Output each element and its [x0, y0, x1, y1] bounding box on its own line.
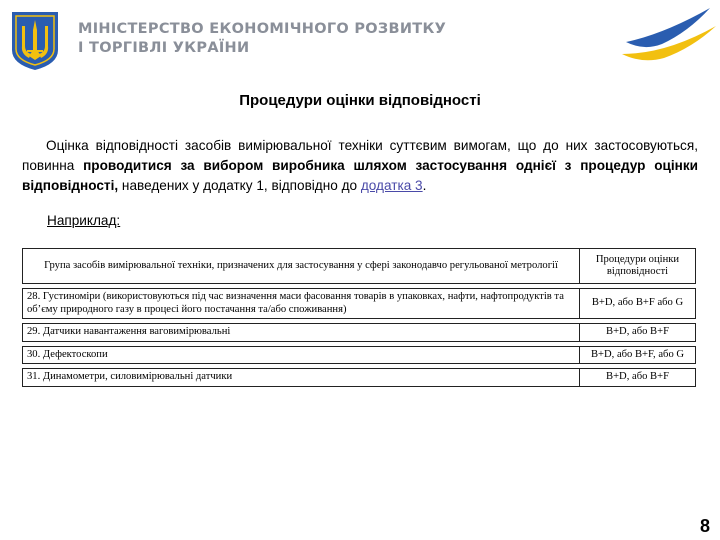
row-group-cell: 31. Динамометри, силовимірювальні датчики: [22, 368, 580, 387]
paragraph-bold-text: проводитися за вибором виробника шляхом застосування однієї з процедур оцінки відповідності,: [22, 158, 698, 193]
row-procedure-cell: B+D, або B+F: [580, 368, 696, 387]
paragraph-text-1: Оцінка відповідності засобів вимірювальної техніки суттєвим вимогам, що до них застосовуються, повинна: [22, 138, 698, 173]
table-header-procedures: Процедури оцінки відповідності: [580, 248, 696, 284]
annex-3-link[interactable]: додатка 3: [360, 178, 423, 193]
page-header: [0, 0, 720, 74]
ministry-name-line1: МІНІСТЕРСТВО ЕКОНОМІЧНОГО РОЗВИТКУ: [78, 21, 447, 37]
row-group-cell: 28. Густиноміри (використовуються під час визначення маси фасовання товарів в упаковках, нафти, нафтопродуктів та об’єму природного газу в процесі його постачання та/або споживання): [22, 288, 580, 319]
flag-swoosh-logo-icon: [618, 6, 718, 68]
page-number: 8: [699, 516, 710, 536]
table-header-group: Група засобів вимірювальної техніки, призначених для застосування у сфері законодавчо регульованої метрології: [22, 248, 580, 284]
ministry-name: [78, 20, 446, 58]
row-group-cell: 30. Дефектоскопи: [22, 346, 580, 365]
table-row: [22, 323, 696, 342]
table-row: [22, 368, 696, 387]
table-header-row: [22, 248, 696, 284]
intro-paragraph: [22, 136, 698, 196]
page-title: Процедури оцінки відповідності: [239, 92, 481, 109]
paragraph-end: .: [422, 178, 427, 193]
coat-of-arms-icon: [10, 10, 60, 72]
ministry-name-line2: І ТОРГІВЛІ УКРАЇНИ: [78, 40, 250, 56]
paragraph-text-2: наведених у додатку 1, відповідно до: [118, 178, 361, 193]
table-row: [22, 288, 696, 319]
table-row: [22, 346, 696, 365]
example-label: Наприклад:: [47, 213, 121, 228]
row-group-cell: 29. Датчики навантаження ваговимірювальні: [22, 323, 580, 342]
procedures-table: [22, 244, 696, 391]
row-procedure-cell: B+D, або B+F, або G: [580, 346, 696, 365]
row-procedure-cell: B+D, або B+F: [580, 323, 696, 342]
row-procedure-cell: B+D, або B+F або G: [580, 288, 696, 319]
